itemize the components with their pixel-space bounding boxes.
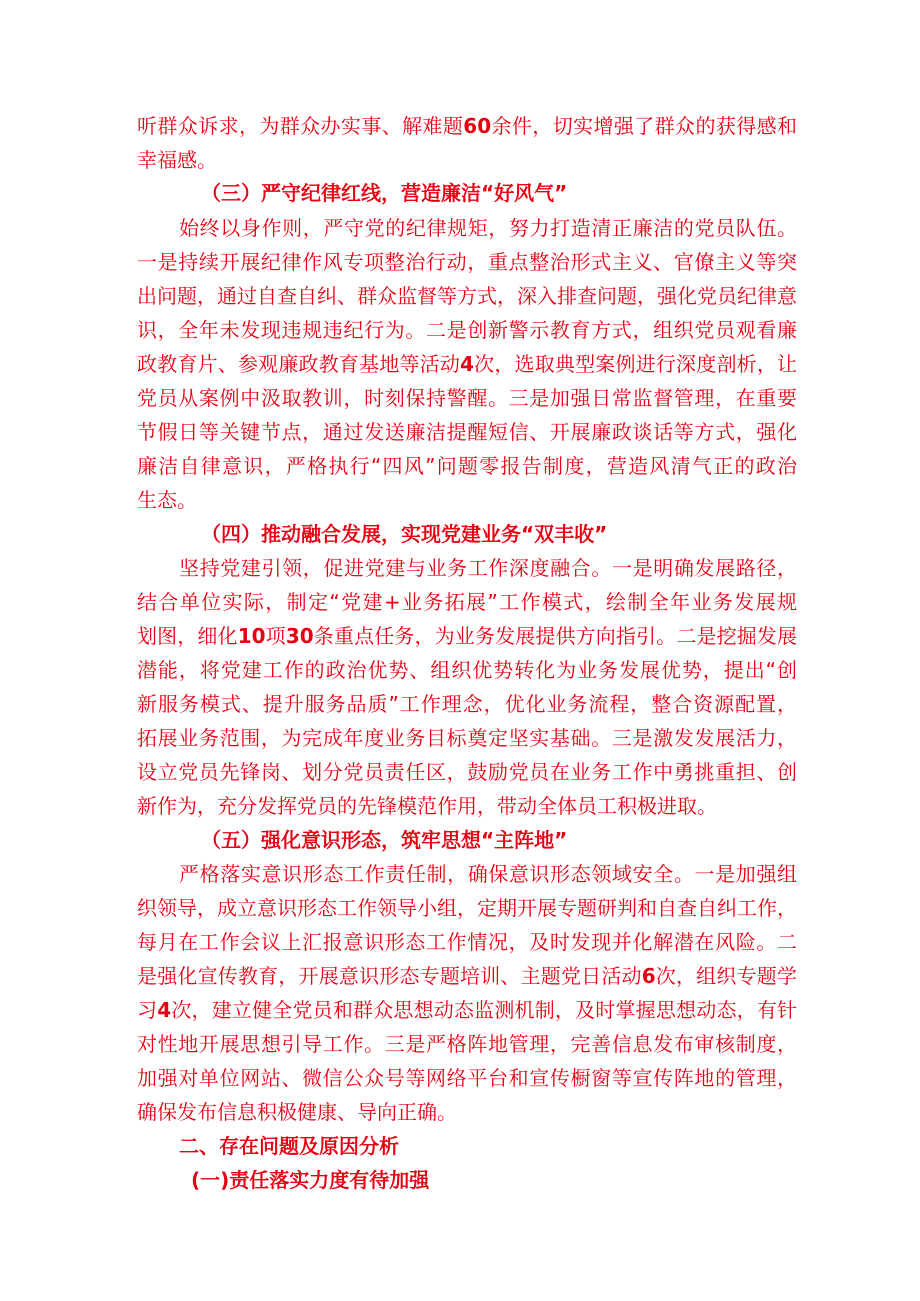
- paragraph-first-line: 始终以身作则，严守党的纪律规矩，努力打造清正廉洁的党员队伍。: [179, 216, 797, 240]
- body-line: 政教育片、参观廉政教育基地等活动4次，选取典型案例进行深度剖析，让: [137, 352, 798, 376]
- body-line: 对性地开展思想引导工作。三是严格阵地管理，完善信息发布审核制度，: [137, 1032, 797, 1056]
- body-line: 听群众诉求，为群众办实事、解难题60余件，切实增强了群众的获得感和: [137, 114, 798, 138]
- section-heading: （四）推动融合发展，实现党建业务“双丰收”: [201, 522, 608, 546]
- body-line: 拓展业务范围，为完成年度业务目标奠定坚实基础。三是激发发展活力，: [137, 726, 797, 750]
- body-line: 确保发布信息积极健康、导向正确。: [137, 1100, 457, 1124]
- section-heading: （三）严守纪律红线，营造廉洁“好风气”: [201, 181, 568, 205]
- body-line: 织领导，成立意识形态工作领导小组，定期开展专题研判和自查自纠工作，: [137, 896, 797, 920]
- body-line: 设立党员先锋岗、划分党员责任区，鼓励党员在业务工作中勇挑重担、创: [137, 760, 797, 784]
- body-line: 新服务模式、提升服务品质”工作理念，优化业务流程，整合资源配置，: [137, 692, 797, 716]
- body-line: 党员从案例中汲取教训，时刻保持警醒。三是加强日常监督管理，在重要: [137, 386, 797, 410]
- body-line: 新作为，充分发挥党员的先锋模范作用，带动全体员工积极进取。: [137, 794, 717, 818]
- body-line: 每月在工作会议上汇报意识形态工作情况，及时发现并化解潜在风险。二: [137, 930, 797, 954]
- body-line: 划图，细化10项30条重点任务，为业务发展提供方向指引。二是挖掘发展: [137, 624, 798, 648]
- body-line: 出问题，通过自查自纠、群众监督等方式，深入排查问题，强化党员纪律意: [137, 284, 797, 308]
- paragraph-first-line: 坚持党建引领，促进党建与业务工作深度融合。一是明确发展路径，: [179, 556, 797, 580]
- paragraph-first-line: 严格落实意识形态工作责任制，确保意识形态领域安全。一是加强组: [179, 862, 797, 886]
- body-line: 是强化宣传教育，开展意识形态专题培训、主题党日活动6次，组织专题学: [137, 964, 798, 988]
- body-line: 节假日等关键节点，通过发送廉洁提醒短信、开展廉政谈话等方式，强化: [137, 420, 797, 444]
- body-line: 结合单位实际，制定“党建+业务拓展”工作模式，绘制全年业务发展规: [137, 590, 797, 614]
- body-line: 幸福感。: [137, 148, 217, 172]
- subsection-heading: (一)责任落实力度有待加强: [191, 1168, 430, 1192]
- body-line: 识，全年未发现违规违纪行为。二是创新警示教育方式，组织党员观看廉: [137, 318, 797, 342]
- chapter-heading: 二、存在问题及原因分析: [179, 1134, 399, 1158]
- body-line: 廉洁自律意识，严格执行“四风”问题零报告制度，营造风清气正的政治: [137, 454, 797, 478]
- body-line: 加强对单位网站、微信公众号等网络平台和宣传橱窗等宣传阵地的管理，: [137, 1066, 797, 1090]
- body-line: 习4次，建立健全党员和群众思想动态监测机制，及时掌握思想动态，有针: [137, 998, 798, 1022]
- body-line: 潜能，将党建工作的政治优势、组织优势转化为业务发展优势，提出“创: [137, 658, 797, 682]
- body-line: 一是持续开展纪律作风专项整治行动，重点整治形式主义、官僚主义等突: [137, 250, 797, 274]
- section-heading: （五）强化意识形态，筑牢思想“主阵地”: [201, 828, 568, 852]
- body-line: 生态。: [137, 488, 197, 512]
